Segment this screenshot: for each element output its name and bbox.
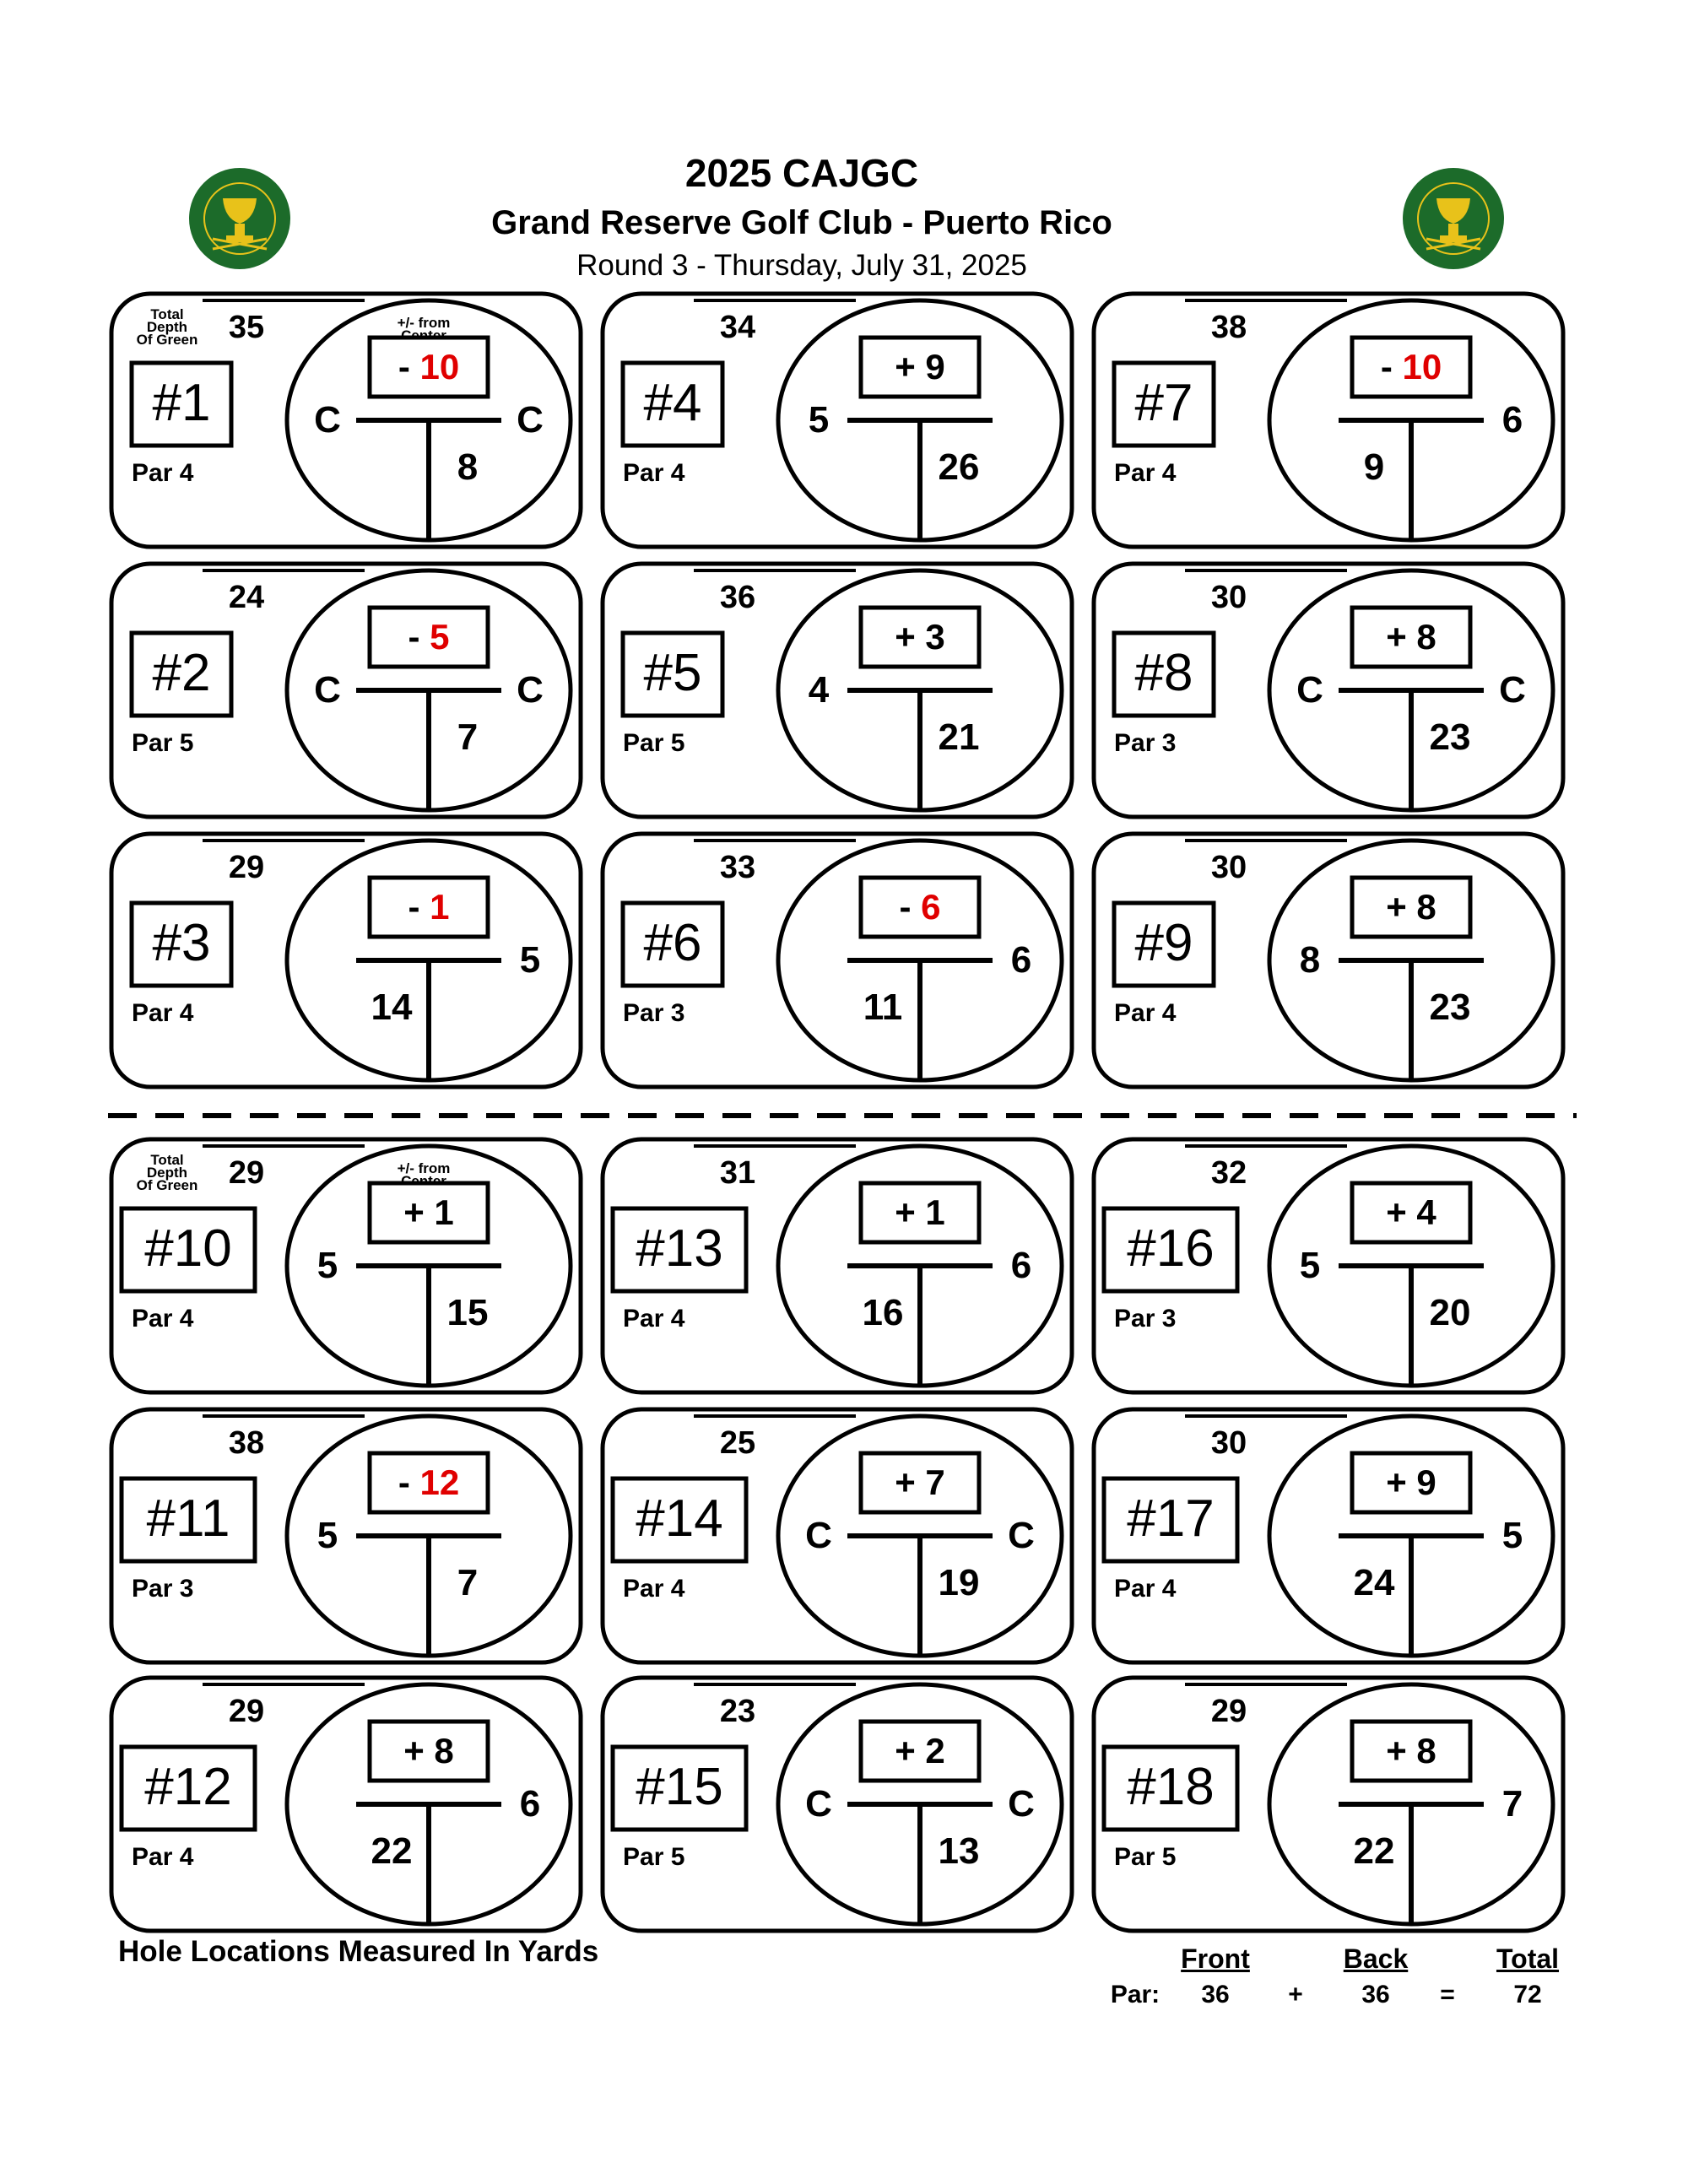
- center-offset: [408, 887, 449, 927]
- hole-par: Par 4: [623, 459, 685, 487]
- offset-sign: +: [895, 617, 926, 657]
- offset-sign: +: [1386, 1462, 1417, 1502]
- offset-sign: -: [899, 887, 922, 927]
- hole-card: [111, 564, 581, 817]
- front-distance: 8: [457, 446, 479, 488]
- front-distance: 7: [457, 1562, 479, 1603]
- course-name: Grand Reserve Golf Club - Puerto Rico: [491, 204, 1112, 241]
- left-edge-distance: C: [805, 1515, 832, 1556]
- hole-card: [603, 834, 1072, 1087]
- total-depth-label: Of Green: [136, 1177, 198, 1193]
- offset-sign: -: [408, 617, 430, 657]
- front-distance: 9: [1363, 446, 1385, 488]
- offset-value: 2: [925, 1731, 945, 1770]
- front-distance: 7: [457, 716, 479, 758]
- green-depth: 38: [228, 1425, 265, 1461]
- green-depth: 23: [719, 1694, 756, 1729]
- center-offset: [1381, 347, 1442, 387]
- green-depth: 36: [719, 580, 756, 615]
- hole-number: #2: [152, 644, 211, 702]
- center-offset: [1386, 887, 1436, 927]
- hole-number: #13: [636, 1219, 723, 1278]
- green-depth: 24: [228, 580, 265, 615]
- hole-par: Par 5: [623, 1843, 685, 1871]
- hole-par: Par 5: [1114, 1843, 1177, 1871]
- hole-card: [1094, 1409, 1563, 1662]
- total-label: Total: [1496, 1943, 1560, 1974]
- left-edge-distance: C: [314, 399, 341, 441]
- center-offset: [398, 1462, 459, 1502]
- hole-card: [111, 1409, 581, 1662]
- green-depth: 35: [228, 310, 265, 345]
- center-offset: [899, 887, 940, 927]
- right-edge-distance: 6: [519, 1783, 541, 1825]
- hole-par: Par 4: [623, 1575, 685, 1603]
- right-edge-distance: C: [1499, 669, 1526, 711]
- hole-number: #1: [152, 374, 211, 432]
- from-center-label: +/- from: [397, 315, 451, 331]
- offset-value: 12: [419, 1462, 460, 1502]
- offset-value: 9: [925, 347, 945, 387]
- left-edge-distance: 5: [808, 399, 830, 441]
- hole-number: #8: [1134, 644, 1193, 702]
- event-title: 2025 CAJGC: [684, 151, 919, 195]
- offset-sign: -: [398, 1462, 420, 1502]
- front-par: 36: [1201, 1981, 1230, 2008]
- offset-value: 8: [1416, 1731, 1436, 1770]
- offset-sign: +: [1386, 887, 1417, 927]
- equals-sign: =: [1440, 1981, 1455, 2008]
- offset-value: 3: [925, 617, 945, 657]
- hole-card: [603, 1678, 1072, 1931]
- green-depth: 29: [228, 1155, 265, 1191]
- hole-par: Par 3: [132, 1575, 194, 1603]
- offset-value: 1: [430, 887, 450, 927]
- green-depth: 25: [719, 1425, 756, 1461]
- right-edge-distance: 6: [1501, 399, 1523, 441]
- green-depth: 30: [1210, 580, 1247, 615]
- right-edge-distance: 7: [1501, 1783, 1523, 1825]
- front-label: Front: [1181, 1943, 1250, 1974]
- hole-par: Par 3: [1114, 1305, 1177, 1333]
- hole-number: #14: [636, 1489, 723, 1548]
- front-distance: 16: [862, 1292, 904, 1333]
- front-distance: 15: [446, 1292, 489, 1333]
- front-distance: 23: [1429, 716, 1471, 758]
- offset-value: 8: [1416, 887, 1436, 927]
- hole-card: [111, 1678, 581, 1931]
- hole-par: Par 4: [623, 1305, 685, 1333]
- offset-sign: +: [1386, 1192, 1417, 1232]
- offset-sign: +: [895, 347, 926, 387]
- center-offset: [1386, 1731, 1436, 1770]
- front-distance: 26: [938, 446, 980, 488]
- total-depth-label: Total: [150, 306, 184, 322]
- hole-number: #15: [636, 1758, 723, 1816]
- front-distance: 11: [863, 987, 903, 1028]
- hole-number: #12: [144, 1758, 232, 1816]
- total-depth-label: Total: [150, 1152, 184, 1168]
- hole-par: Par 5: [623, 729, 685, 757]
- green-depth: 34: [719, 310, 756, 345]
- front-distance: 19: [938, 1562, 980, 1603]
- green-depth: 33: [719, 850, 756, 885]
- hole-number: #7: [1134, 374, 1193, 432]
- center-offset: [895, 617, 945, 657]
- hole-par: Par 4: [132, 1305, 194, 1333]
- hole-number: #18: [1127, 1758, 1215, 1816]
- center-offset: [1386, 1462, 1436, 1502]
- offset-sign: -: [1380, 347, 1403, 387]
- hole-number: #11: [146, 1489, 230, 1548]
- hole-par: Par 3: [1114, 729, 1177, 757]
- center-offset: [895, 347, 945, 387]
- hole-card: [1094, 1678, 1563, 1931]
- left-edge-distance: 5: [316, 1515, 338, 1556]
- left-edge-distance: 4: [808, 669, 830, 711]
- back-par: 36: [1361, 1981, 1390, 2008]
- offset-value: 8: [1416, 617, 1436, 657]
- front-distance: 21: [938, 716, 980, 758]
- hole-card: [1094, 564, 1563, 817]
- hole-card: [1094, 834, 1563, 1087]
- offset-sign: +: [403, 1192, 435, 1232]
- hole-card: [111, 834, 581, 1087]
- right-edge-distance: C: [1008, 1515, 1035, 1556]
- par-label: Par:: [1110, 1981, 1160, 2008]
- green-depth: 29: [1210, 1694, 1247, 1729]
- green-depth: 29: [228, 1694, 265, 1729]
- offset-sign: +: [895, 1192, 926, 1232]
- hole-par: Par 4: [132, 459, 194, 487]
- center-offset: [1386, 1192, 1436, 1232]
- front-distance: 22: [1353, 1830, 1395, 1872]
- left-edge-distance: C: [805, 1783, 832, 1825]
- offset-sign: +: [895, 1731, 926, 1770]
- front-distance: 13: [938, 1830, 980, 1872]
- total-par: 72: [1513, 1981, 1542, 2008]
- green-depth: 31: [719, 1155, 756, 1191]
- right-edge-distance: 6: [1010, 939, 1032, 981]
- hole-number: #3: [152, 914, 211, 972]
- hole-par: Par 4: [1114, 459, 1177, 487]
- offset-sign: +: [895, 1462, 926, 1502]
- offset-value: 1: [434, 1192, 454, 1232]
- right-edge-distance: 6: [1010, 1245, 1032, 1286]
- hole-par: Par 3: [623, 999, 685, 1027]
- right-edge-distance: 5: [519, 939, 541, 981]
- right-edge-distance: 5: [1501, 1515, 1523, 1556]
- left-edge-distance: C: [314, 669, 341, 711]
- offset-value: 7: [925, 1462, 945, 1502]
- offset-value: 8: [434, 1731, 454, 1770]
- front-distance: 20: [1429, 1292, 1471, 1333]
- offset-value: 6: [921, 887, 941, 927]
- offset-value: 1: [925, 1192, 945, 1232]
- total-depth-label: Depth: [146, 319, 188, 335]
- hole-card: [111, 294, 581, 547]
- offset-value: 10: [419, 347, 460, 387]
- hole-number: #16: [1127, 1219, 1215, 1278]
- front-distance: 23: [1429, 987, 1471, 1028]
- hole-number: #9: [1134, 914, 1193, 972]
- hole-par: Par 4: [132, 1843, 194, 1871]
- hole-number: #5: [643, 644, 702, 702]
- center-offset: [403, 1731, 454, 1770]
- green-depth: 30: [1210, 1425, 1247, 1461]
- hole-number: #17: [1127, 1489, 1215, 1548]
- green-depth: 29: [228, 850, 265, 885]
- green-depth: 30: [1210, 850, 1247, 885]
- offset-sign: +: [1386, 617, 1417, 657]
- back-label: Back: [1343, 1943, 1409, 1974]
- green-depth: 38: [1210, 310, 1247, 345]
- center-offset: [895, 1192, 945, 1232]
- hole-card: [603, 294, 1072, 547]
- offset-sign: -: [398, 347, 420, 387]
- center-offset: [398, 347, 459, 387]
- hole-card: [603, 1139, 1072, 1392]
- total-depth-label: Of Green: [136, 332, 198, 348]
- from-center-label: +/- from: [397, 1160, 451, 1176]
- hole-par: Par 4: [1114, 999, 1177, 1027]
- hole-number: #4: [643, 374, 702, 432]
- offset-value: 10: [1402, 347, 1442, 387]
- center-offset: [895, 1731, 945, 1770]
- offset-sign: -: [408, 887, 430, 927]
- hole-par: Par 5: [132, 729, 194, 757]
- offset-value: 4: [1416, 1192, 1436, 1232]
- hole-card: [1094, 294, 1563, 547]
- total-depth-label: Depth: [146, 1165, 188, 1181]
- hole-card: [111, 1139, 581, 1392]
- center-offset: [403, 1192, 454, 1232]
- green-depth: 32: [1210, 1155, 1247, 1191]
- front-distance: 24: [1353, 1562, 1395, 1603]
- round-date: Round 3 - Thursday, July 31, 2025: [576, 249, 1027, 282]
- front-distance: 14: [371, 987, 413, 1028]
- left-edge-distance: 5: [1299, 1245, 1321, 1286]
- offset-value: 9: [1416, 1462, 1436, 1502]
- right-edge-distance: C: [517, 399, 544, 441]
- right-edge-distance: C: [1008, 1783, 1035, 1825]
- left-edge-distance: 5: [316, 1245, 338, 1286]
- hole-number: #6: [643, 914, 702, 972]
- offset-value: 5: [430, 617, 450, 657]
- hole-card: [603, 564, 1072, 817]
- left-edge-distance: 8: [1299, 939, 1321, 981]
- right-edge-distance: C: [517, 669, 544, 711]
- hole-card: [1094, 1139, 1563, 1392]
- measurement-note: Hole Locations Measured In Yards: [118, 1935, 599, 1968]
- front-distance: 22: [371, 1830, 413, 1872]
- left-edge-distance: C: [1296, 669, 1323, 711]
- center-offset: [895, 1462, 945, 1502]
- hole-number: #10: [144, 1219, 232, 1278]
- plus-sign: +: [1288, 1981, 1303, 2008]
- hole-par: Par 4: [132, 999, 194, 1027]
- center-offset: [408, 617, 449, 657]
- offset-sign: +: [1386, 1731, 1417, 1770]
- hole-par: Par 4: [1114, 1575, 1177, 1603]
- center-offset: [1386, 617, 1436, 657]
- hole-card: [603, 1409, 1072, 1662]
- offset-sign: +: [403, 1731, 435, 1770]
